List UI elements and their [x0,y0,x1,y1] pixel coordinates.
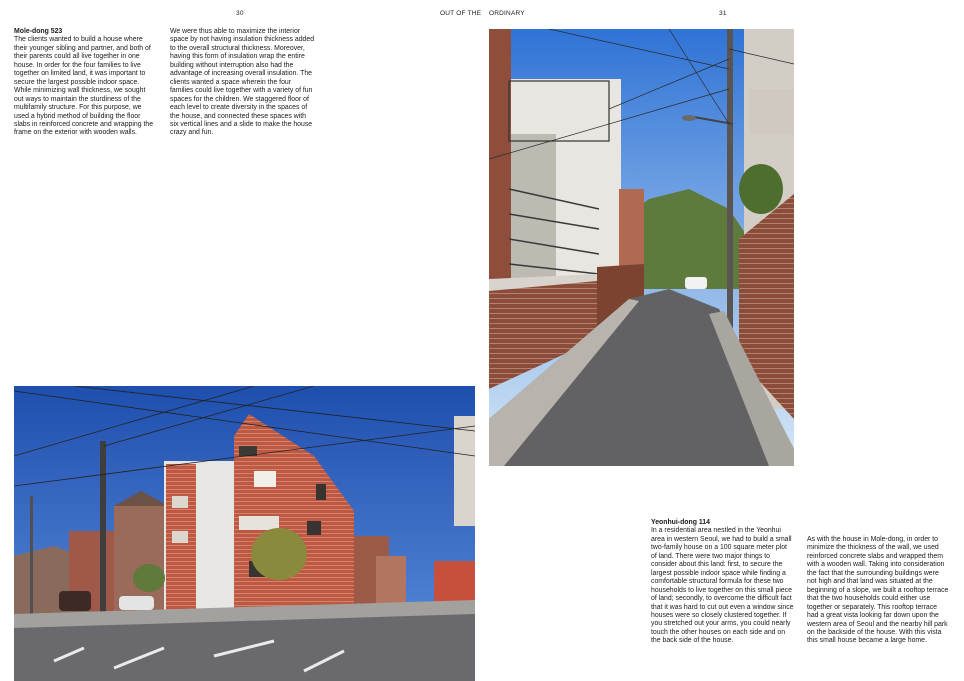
moledong-column-2 [170,28,315,138]
moledong-house-photo [14,386,475,681]
moledong-column-1 [14,28,154,138]
page-number-left: 30 [236,10,244,17]
yeonhuidong-paragraph-2: As with the house in Mole-dong, in order to minimize the thickness of the wall, we used reinforced concrete slabs and wrapped them with a wooden wall. Taking into consideration the fact that the surrounding buildings were not high and that land was situated at the beginning of a slope, we built a rooftop terrace that the two households could either use together or separately. This rooftop terrace had a great vista looking far down upon the western area of Seoul and the nearby hill park on the backside of the house. With this vista this small house became a large home. [807,536,949,645]
yeonhuidong-heading: Yeonhui-dong 114 [651,519,710,526]
yeonhuidong-column-2 [807,536,950,646]
yeonhuidong-alley-photo [489,29,794,466]
yeonhuidong-column-1 [651,519,794,646]
running-title-left: OUT OF THE [440,10,482,17]
moledong-paragraph-2: We were thus able to maximize the interior space by not having insulation thickness added to the overall structural thickness. Moreover, having this form of insulation wrap the entire building without interruption also had the advantage of increasing overall insulation. The clients wanted a space wherein the four families could live together with a variety of fun spaces for the children. We staggered floor of each level to create diversity in the spaces of the house, and connected these spaces with six vertical lines and a slide to make the house crazy and fun. [170,28,315,137]
yeonhuidong-paragraph-1: In a residential area nestled in the Yeonhui area in western Seoul, we had to build a small two-family house on a 100 square meter plot of land. There were two major things to consider about this land: first, to secure the largest possible indoor space while finding a comfortable structural formula for these two households to live together on this small piece of land; secondly, to overcome the difficult fact that it was hard to cut out even a window since houses were so closely clustered together. If you stretched out your arms, you could nearly touch the other houses on each side and on the back side of the house. [651,527,794,645]
page-number-right: 31 [719,10,727,17]
moledong-paragraph-1: The clients wanted to build a house where their younger sibling and partner, and both of their parents could all live together in one house. In order for the four families to live together on limited land, it was important to secure the largest possible indoor space. While minimizing wall thickness, we sought out ways to maintain the sturdiness of the multifamily structure. For this purpose, we used a hybrid method of building the floor slabs in reinforced concrete and wrapping the frame on the exterior with wooden walls. [14,36,154,137]
running-title-right: ORDINARY [489,10,525,17]
moledong-heading: Mole-dong 523 [14,28,63,35]
